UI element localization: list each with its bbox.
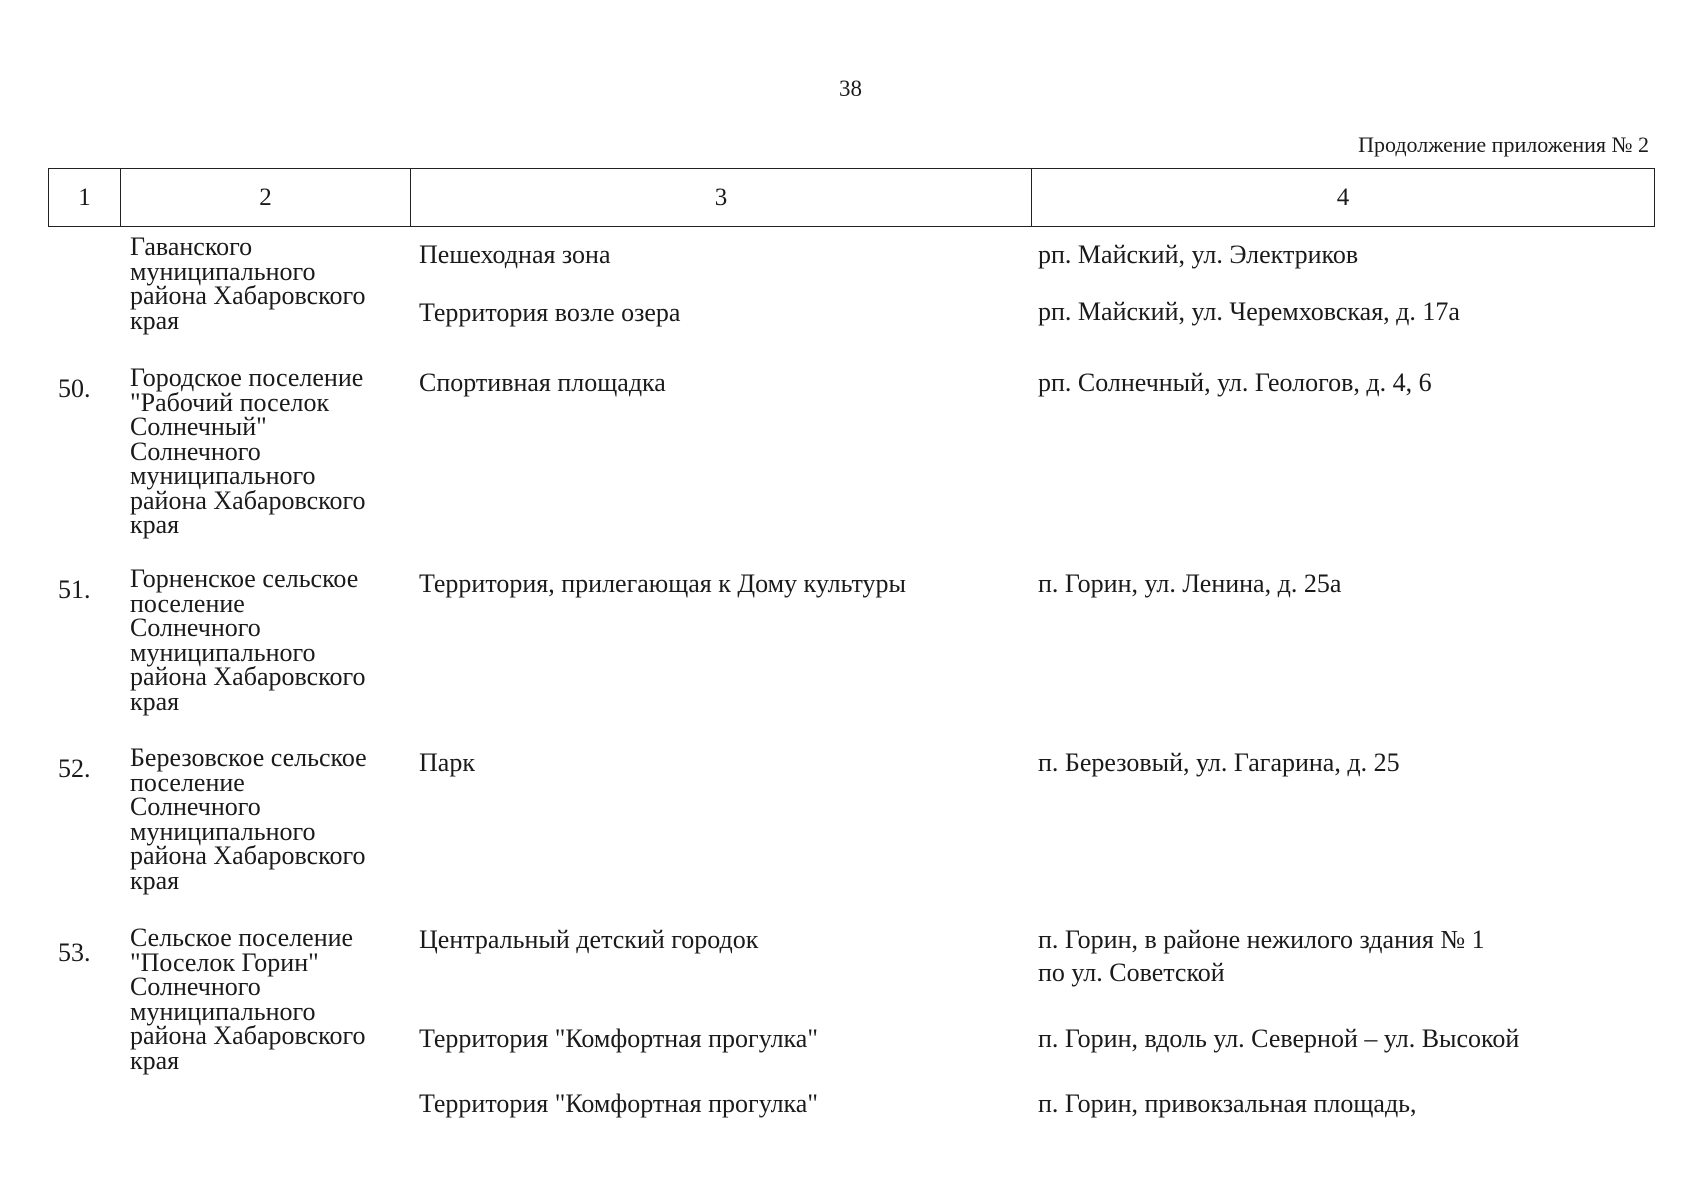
municipality-name: Гаванского муниципального района Хабаровского края <box>130 232 366 335</box>
municipality-name: Городское поселение "Рабочий поселок Солнечный" Солнечного муниципального района Хабаровского края <box>130 363 366 539</box>
object-name: Пешеходная зона <box>419 240 611 269</box>
object-name: Центральный детский городок <box>419 925 759 954</box>
column-number-1: 1 <box>49 169 121 227</box>
address-text: рп. Майский, ул. Электриков <box>1038 240 1359 269</box>
object-name: Территория "Комфортная прогулка" <box>419 1089 818 1118</box>
municipality-name: Березовское сельское поселение Солнечного муниципального района Хабаровского края <box>130 743 367 895</box>
appendix-continuation-note: Продолжение приложения № 2 <box>1358 132 1649 157</box>
address-text: п. Горин, в районе нежилого здания № 1 по ул. Советской <box>1038 925 1485 987</box>
page-number: 38 <box>839 76 862 101</box>
object-name: Спортивная площадка <box>419 368 666 397</box>
row-number: 50. <box>58 374 91 403</box>
object-name: Территория возле озера <box>419 298 681 327</box>
address-text: рп. Солнечный, ул. Геологов, д. 4, 6 <box>1038 368 1432 397</box>
column-number-4: 4 <box>1032 169 1655 227</box>
column-number-3: 3 <box>411 169 1032 227</box>
object-name: Территория, прилегающая к Дому культуры <box>419 569 907 598</box>
row-number: 53. <box>58 938 91 967</box>
address-text: п. Горин, ул. Ленина, д. 25а <box>1038 569 1342 598</box>
object-name: Парк <box>419 748 475 777</box>
municipality-name: Горненское сельское поселение Солнечного муниципального района Хабаровского края <box>130 564 366 716</box>
address-text: п. Горин, вдоль ул. Северной – ул. Высокой <box>1038 1024 1520 1053</box>
row-number: 52. <box>58 754 91 783</box>
address-text: п. Горин, привокзальная площадь, <box>1038 1089 1417 1118</box>
object-name: Территория "Комфортная прогулка" <box>419 1024 818 1053</box>
column-header-table <box>48 168 1655 227</box>
address-text: п. Березовый, ул. Гагарина, д. 25 <box>1038 748 1400 777</box>
row-number: 51. <box>58 575 91 604</box>
municipality-name: Сельское поселение "Поселок Горин" Солнечного муниципального района Хабаровского края <box>130 923 366 1075</box>
address-text: рп. Майский, ул. Черемховская, д. 17а <box>1038 297 1460 326</box>
column-number-2: 2 <box>121 169 411 227</box>
